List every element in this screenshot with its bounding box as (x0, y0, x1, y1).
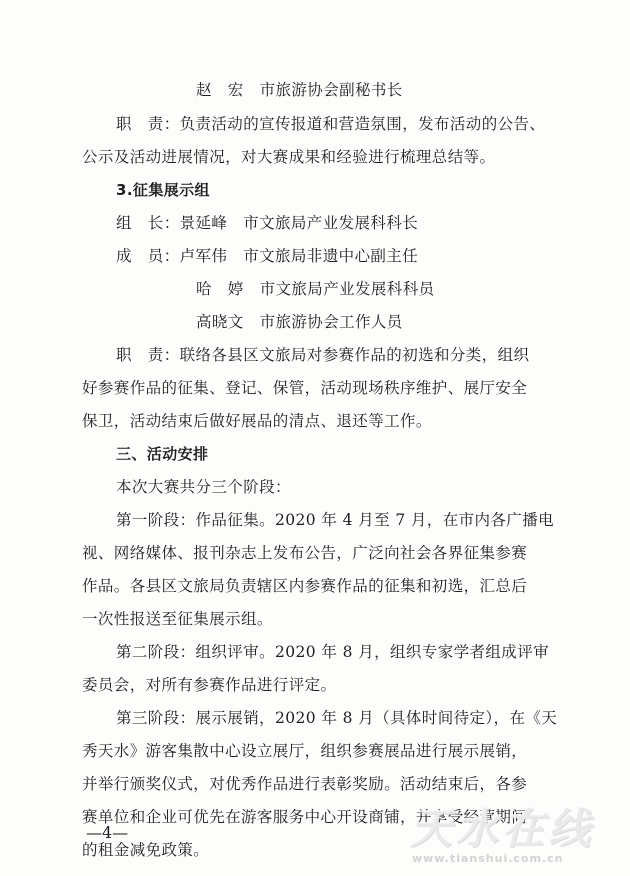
member-line: 成 员：卢军伟 市文旅局非遗中心副主任 (116, 247, 419, 265)
duty-line-cont: 好参赛作品的征集、登记、保管，活动现场秩序维护、展厅安全 (82, 379, 528, 397)
paragraph-line: 第二阶段：组织评审。2020 年 8 月，组织专家学者组成评审 (116, 643, 549, 661)
chapter-heading: 三、活动安排 (116, 445, 209, 463)
deputy-secretary-line: 赵 宏 市旅游协会副秘书长 (196, 81, 403, 99)
paragraph-line: 本次大赛共分三个阶段： (116, 478, 291, 496)
watermark-text: 天水在线 (410, 804, 595, 853)
section-heading: 3.征集展示组 (116, 181, 210, 199)
paragraph-line: 的租金减免政策。 (82, 841, 210, 859)
duty-line: 职 责：联络各县区文旅局对参赛作品的初选和分类，组织 (116, 346, 530, 364)
page-number: —4— (86, 823, 129, 842)
paragraph-line: 并举行颁奖仪式，对优秀作品进行表彰奖励。活动结束后，各参 (82, 775, 528, 793)
paragraph-line: 第三阶段：展示展销，2020 年 8 月（具体时间待定），在《天 (116, 709, 558, 727)
paragraph-line: 一次性报送至征集展示组。 (82, 610, 273, 628)
member-line: 哈 婷 市文旅局产业发展科科员 (196, 280, 435, 298)
duty-line-cont: 公示及活动进展情况，对大赛成果和经验进行梳理总结等。 (82, 148, 496, 166)
paragraph-line: 委员会，对所有参赛作品进行评定。 (82, 676, 337, 694)
paragraph-line: 赛单位和企业可优先在游客服务中心开设商铺，并享受经营期间 (82, 808, 528, 826)
duty-line-cont: 保卫，活动结束后做好展品的清点、退还等工作。 (82, 412, 432, 430)
watermark-url: www.tianshui.com.cn (412, 852, 564, 865)
paragraph-line: 视、网络媒体、报刊杂志上发布公告，广泛向社会各界征集参赛 (82, 544, 528, 562)
site-watermark (400, 796, 610, 871)
paragraph-line: 第一阶段：作品征集。2020 年 4 月至 7 月，在市内各广播电 (116, 511, 555, 529)
member-line: 高晓文 市旅游协会工作人员 (196, 313, 403, 331)
group-leader-line: 组 长：景延峰 市文旅局产业发展科科长 (116, 214, 419, 232)
duty-line: 职 责：负责活动的宣传报道和营造氛围，发布活动的公告、 (116, 115, 546, 133)
paragraph-line: 作品。各县区文旅局负责辖区内参赛作品的征集和初选，汇总后 (82, 577, 528, 595)
paragraph-line: 秀天水》游客集散中心设立展厅，组织参赛展品进行展示展销， (82, 742, 528, 760)
